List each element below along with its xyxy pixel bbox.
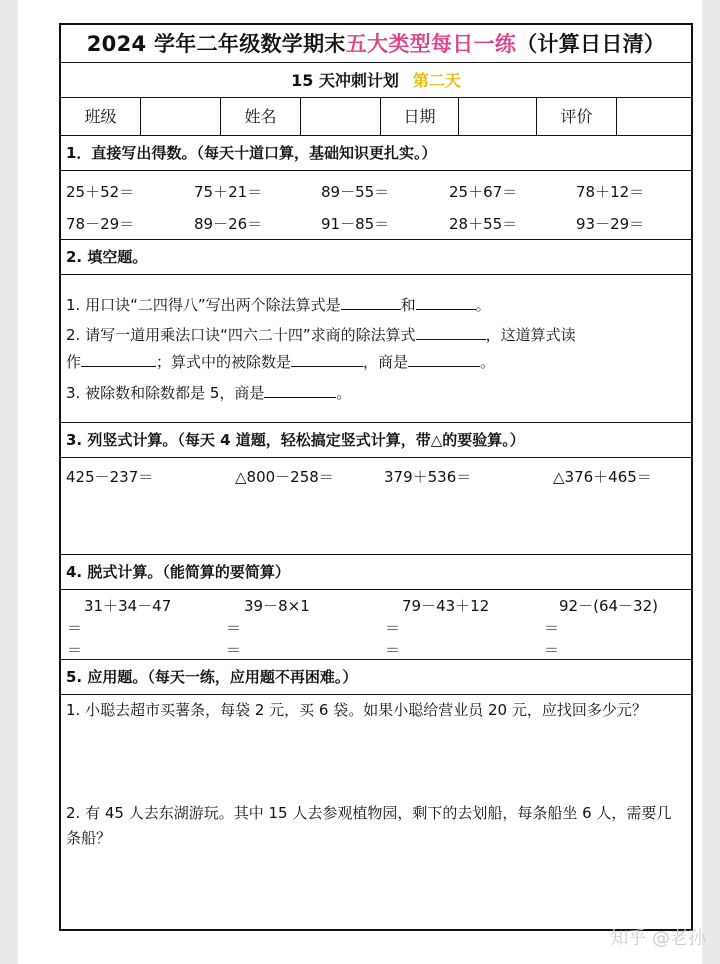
section1-body — [61, 171, 691, 240]
date-field[interactable] — [459, 98, 537, 135]
section1-heading: 1．直接写出得数。（每天十道口算，基础知识更扎实。） — [61, 136, 691, 171]
section5-heading: 5. 应用题。（每天一练，应用题不再困难。） — [61, 660, 691, 695]
section3-heading: 3. 列竖式计算。（每天 4 道题，轻松搞定竖式计算，带△的要验算。） — [61, 423, 691, 458]
equals-sign: ＝ — [67, 619, 83, 637]
section4-body — [61, 590, 691, 660]
section3-body — [61, 458, 691, 555]
watermark: 知乎 @老孙 — [610, 928, 706, 949]
oral-calc: 25＋67＝ — [449, 183, 518, 201]
fill-question-1: 1. 用口诀“二四得八”写出两个除法算式是 和 。 — [66, 290, 685, 320]
oral-calc: 75＋21＝ — [194, 183, 263, 201]
fill-question-3: 3. 被除数和除数都是 5，商是 。 — [66, 378, 685, 408]
vertical-calc: △800－258＝ — [235, 468, 334, 486]
fill-question-2: 2. 请写一道用乘法口诀“四六二十四”求商的除法算式 ，这道算式读 — [66, 320, 685, 350]
oral-calc: 28＋55＝ — [449, 215, 518, 233]
oral-calc: 91－85＝ — [321, 215, 390, 233]
answer-blank[interactable] — [81, 350, 156, 367]
day-label: 第二天 — [412, 71, 461, 90]
word-problem-2: 2. 有 45 人去东湖游玩。其中 15 人去参观植物园，剩下的去划船，每条船坐 6 人，需要几条船？ — [66, 804, 672, 847]
equals-sign: ＝ — [226, 641, 242, 659]
step-calc: 92－(64－32) — [559, 597, 658, 615]
step-calc: 79－43＋12 — [402, 597, 490, 615]
section2-body — [61, 275, 691, 423]
page-title: 2024 学年二年级数学期末五大类型每日一练（计算日日清） — [61, 25, 691, 63]
equals-sign: ＝ — [544, 619, 560, 637]
vertical-calc: △376＋465＝ — [553, 468, 652, 486]
oral-calc: 89－26＝ — [194, 215, 263, 233]
answer-blank[interactable] — [408, 350, 480, 367]
oral-calc: 78＋12＝ — [576, 183, 645, 201]
title-highlight: 五大类型每日一练 — [345, 32, 517, 56]
equals-sign: ＝ — [226, 619, 242, 637]
section4-heading: 4. 脱式计算。（能简算的要简算） — [61, 555, 691, 590]
eval-label: 评价 — [537, 98, 617, 135]
step-calc: 39－8×1 — [244, 597, 310, 615]
subtitle: 15 天冲刺计划 第二天 — [61, 63, 691, 98]
answer-blank[interactable] — [291, 350, 363, 367]
answer-blank[interactable] — [416, 293, 476, 310]
oral-calc: 25＋52＝ — [66, 183, 135, 201]
word-problem-1: 1. 小聪去超市买薯条，每袋 2 元，买 6 袋。如果小聪给营业员 20 元，应找回多少元？ — [66, 701, 647, 719]
worksheet — [59, 23, 693, 931]
fill-question-2-cont: 作 ；算式中的被除数是 ，商是 。 — [66, 347, 685, 377]
class-label: 班级 — [61, 98, 141, 135]
date-label: 日期 — [381, 98, 459, 135]
section5-body — [61, 695, 691, 931]
oral-calc: 78－29＝ — [66, 215, 135, 233]
step-calc: 31＋34－47 — [84, 597, 172, 615]
equals-sign: ＝ — [385, 619, 401, 637]
vertical-calc: 379＋536＝ — [384, 468, 472, 486]
oral-calc: 89－55＝ — [321, 183, 390, 201]
name-field[interactable] — [301, 98, 381, 135]
section2-heading: 2. 填空题。 — [61, 240, 691, 275]
vertical-calc: 425－237＝ — [66, 468, 154, 486]
info-row — [61, 98, 691, 136]
class-field[interactable] — [141, 98, 221, 135]
oral-calc: 93－29＝ — [576, 215, 645, 233]
name-label: 姓名 — [221, 98, 301, 135]
eval-field[interactable] — [617, 98, 695, 135]
equals-sign: ＝ — [544, 641, 560, 659]
equals-sign: ＝ — [385, 641, 401, 659]
answer-blank[interactable] — [264, 381, 336, 398]
paper — [18, 0, 702, 964]
answer-blank[interactable] — [416, 323, 486, 340]
answer-blank[interactable] — [341, 293, 401, 310]
equals-sign: ＝ — [67, 641, 83, 659]
